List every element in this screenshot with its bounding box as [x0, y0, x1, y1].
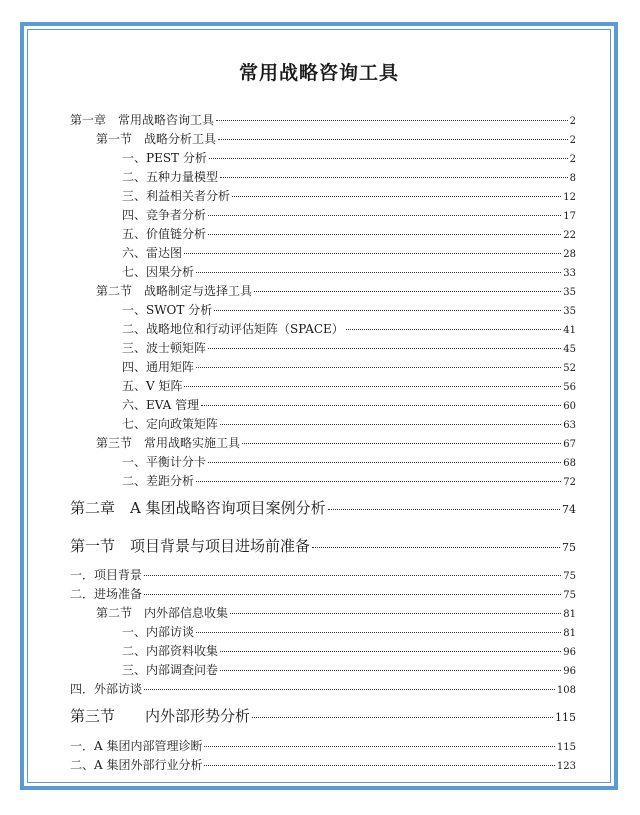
toc-entry — [122, 187, 576, 204]
toc-entry — [122, 415, 576, 432]
toc-entry-label: 第二节 内外部信息收集 — [96, 606, 229, 620]
dot-leader — [209, 158, 568, 159]
dot-leader — [220, 670, 561, 671]
toc-entry — [122, 339, 576, 356]
toc-entry-label: 二、战略地位和行动评估矩阵（SPACE） — [122, 322, 344, 336]
toc-entry-page: 74 — [562, 503, 576, 516]
toc-entry-page: 12 — [563, 192, 576, 203]
toc-entry-label: 二、差距分析 — [122, 474, 195, 488]
toc-entry-label: 第三节 内外部形势分析 — [70, 707, 251, 725]
toc-entry-label: 二、A 集团外部行业分析 — [70, 758, 203, 772]
dot-leader — [232, 196, 561, 197]
dot-leader — [218, 139, 568, 140]
toc-entry-page: 96 — [563, 666, 576, 677]
toc-entry-page: 2 — [569, 135, 576, 146]
toc-entry — [96, 282, 576, 299]
dot-leader — [201, 405, 561, 406]
toc-entry — [96, 130, 576, 147]
toc-entry — [122, 642, 576, 659]
toc-entry-label: 二、内部资料收集 — [122, 644, 219, 658]
toc-entry-page: 35 — [563, 287, 576, 298]
dot-leader — [328, 509, 560, 510]
toc-entry-label: 一、内部访谈 — [122, 625, 195, 639]
toc-entry-label: 六、EVA 管理 — [122, 398, 200, 412]
toc-entry-page: 2 — [569, 116, 576, 127]
toc-entry-page: 8 — [569, 173, 576, 184]
toc-entry — [122, 320, 576, 337]
toc-entry-label: 第一章 常用战略咨询工具 — [70, 113, 215, 127]
toc-entry-label: 四．外部访谈 — [70, 682, 143, 696]
toc-entry — [70, 111, 576, 128]
toc-entry-page: 81 — [563, 609, 576, 620]
dot-leader — [220, 177, 568, 178]
dot-leader — [196, 367, 561, 368]
dot-leader — [254, 291, 561, 292]
toc-entry-label: 一．A 集团内部管理诊断 — [70, 739, 203, 753]
toc-entry — [122, 263, 576, 280]
toc-entry — [122, 168, 576, 185]
toc-entry — [122, 623, 576, 640]
toc-entry-label: 五、价值链分析 — [122, 227, 207, 241]
toc-entry-page: 45 — [563, 344, 576, 355]
toc-entry-label: 二．进场准备 — [70, 587, 143, 601]
toc-entry — [122, 358, 576, 375]
toc-entry — [122, 377, 576, 394]
dot-leader — [252, 717, 553, 718]
dot-leader — [242, 443, 561, 444]
toc-entry — [70, 585, 576, 602]
dot-leader — [144, 689, 555, 690]
toc-entry-label: 三、利益相关者分析 — [122, 189, 231, 203]
dot-leader — [144, 594, 561, 595]
toc-entry — [70, 705, 576, 726]
toc-entry-page: 56 — [563, 382, 576, 393]
toc-entry-page: 35 — [563, 306, 576, 317]
toc-entry-page: 67 — [563, 439, 576, 450]
toc-entry — [122, 225, 576, 242]
document-title: 常用战略咨询工具 — [238, 62, 399, 84]
toc-entry-label: 五、V 矩阵 — [122, 379, 183, 393]
toc-entry-label: 第一节 战略分析工具 — [96, 132, 217, 146]
toc-entry-page: 72 — [563, 477, 576, 488]
toc-entry-page: 96 — [563, 647, 576, 658]
toc-entry-label: 第二节 战略制定与选择工具 — [96, 284, 253, 298]
toc-entry-label: 六、雷达图 — [122, 246, 183, 260]
toc-entry-label: 四、通用矩阵 — [122, 360, 195, 374]
toc-entry — [70, 756, 576, 773]
toc-entry — [122, 396, 576, 413]
dot-leader — [204, 765, 554, 766]
toc-entry — [122, 453, 576, 470]
dot-leader — [184, 253, 561, 254]
toc-entry-page: 33 — [563, 268, 576, 279]
toc-entry-page: 68 — [563, 458, 576, 469]
dot-leader — [214, 310, 561, 311]
toc-entry-page: 2 — [569, 154, 576, 165]
dot-leader — [220, 424, 561, 425]
toc-entry — [122, 206, 576, 223]
toc-entry-label: 一、PEST 分析 — [122, 151, 207, 165]
toc-entry-page: 108 — [556, 685, 576, 696]
toc-entry — [70, 737, 576, 754]
dot-leader — [208, 348, 561, 349]
dot-leader — [208, 462, 561, 463]
toc-entry-page: 17 — [563, 211, 576, 222]
toc-entry-label: 四、竞争者分析 — [122, 208, 207, 222]
toc-entry-label: 二、五种力量模型 — [122, 170, 219, 184]
toc-entry-page: 115 — [556, 742, 576, 753]
page-border-inner — [27, 29, 611, 783]
toc-entry-page: 115 — [555, 711, 576, 724]
toc-entry-page: 52 — [563, 363, 576, 374]
toc-entry-page: 75 — [563, 590, 576, 601]
toc-entry-label: 第三节 常用战略实施工具 — [96, 436, 241, 450]
dot-leader — [204, 746, 554, 747]
dot-leader — [144, 575, 561, 576]
toc-entry — [122, 472, 576, 489]
dot-leader — [312, 547, 560, 548]
dot-leader — [208, 234, 561, 235]
toc-entry-page: 75 — [562, 541, 576, 554]
toc-entry — [122, 149, 576, 166]
dot-leader — [196, 272, 561, 273]
toc-entry-label: 三、波士顿矩阵 — [122, 341, 207, 355]
toc-entry-page: 63 — [563, 420, 576, 431]
toc-entry — [70, 535, 576, 556]
dot-leader — [208, 215, 561, 216]
toc-entry-page: 123 — [556, 761, 576, 772]
toc-entry — [96, 434, 576, 451]
toc-entry-label: 第一节 项目背景与项目进场前准备 — [70, 537, 311, 555]
toc-entry-label: 七、因果分析 — [122, 265, 195, 279]
dot-leader — [184, 386, 561, 387]
dot-leader — [230, 613, 561, 614]
dot-leader — [216, 120, 568, 121]
toc-entry — [96, 604, 576, 621]
toc-entry — [122, 661, 576, 678]
dot-leader — [196, 481, 561, 482]
toc-entry-page: 41 — [563, 325, 576, 336]
toc-entry-label: 三、内部调查问卷 — [122, 663, 219, 677]
dot-leader — [220, 651, 561, 652]
dot-leader — [196, 632, 561, 633]
toc-entry-label: 一．项目背景 — [70, 568, 143, 582]
toc-entry-page: 81 — [563, 628, 576, 639]
toc-entry-label: 七、定向政策矩阵 — [122, 417, 219, 431]
toc-entry — [70, 497, 576, 518]
toc-entry-page: 60 — [563, 401, 576, 412]
toc-entry — [122, 301, 576, 318]
dot-leader — [346, 329, 561, 330]
toc-entry — [70, 680, 576, 697]
toc-entry-label: 一、SWOT 分析 — [122, 303, 213, 317]
toc-entry — [70, 566, 576, 583]
toc-entry-page: 22 — [563, 230, 576, 241]
toc-entry — [122, 244, 576, 261]
toc-entry-page: 28 — [563, 249, 576, 260]
toc-entry-label: 一、平衡计分卡 — [122, 455, 207, 469]
toc-entry-page: 75 — [563, 571, 576, 582]
toc-entry-label: 第二章 A 集团战略咨询项目案例分析 — [70, 499, 326, 517]
